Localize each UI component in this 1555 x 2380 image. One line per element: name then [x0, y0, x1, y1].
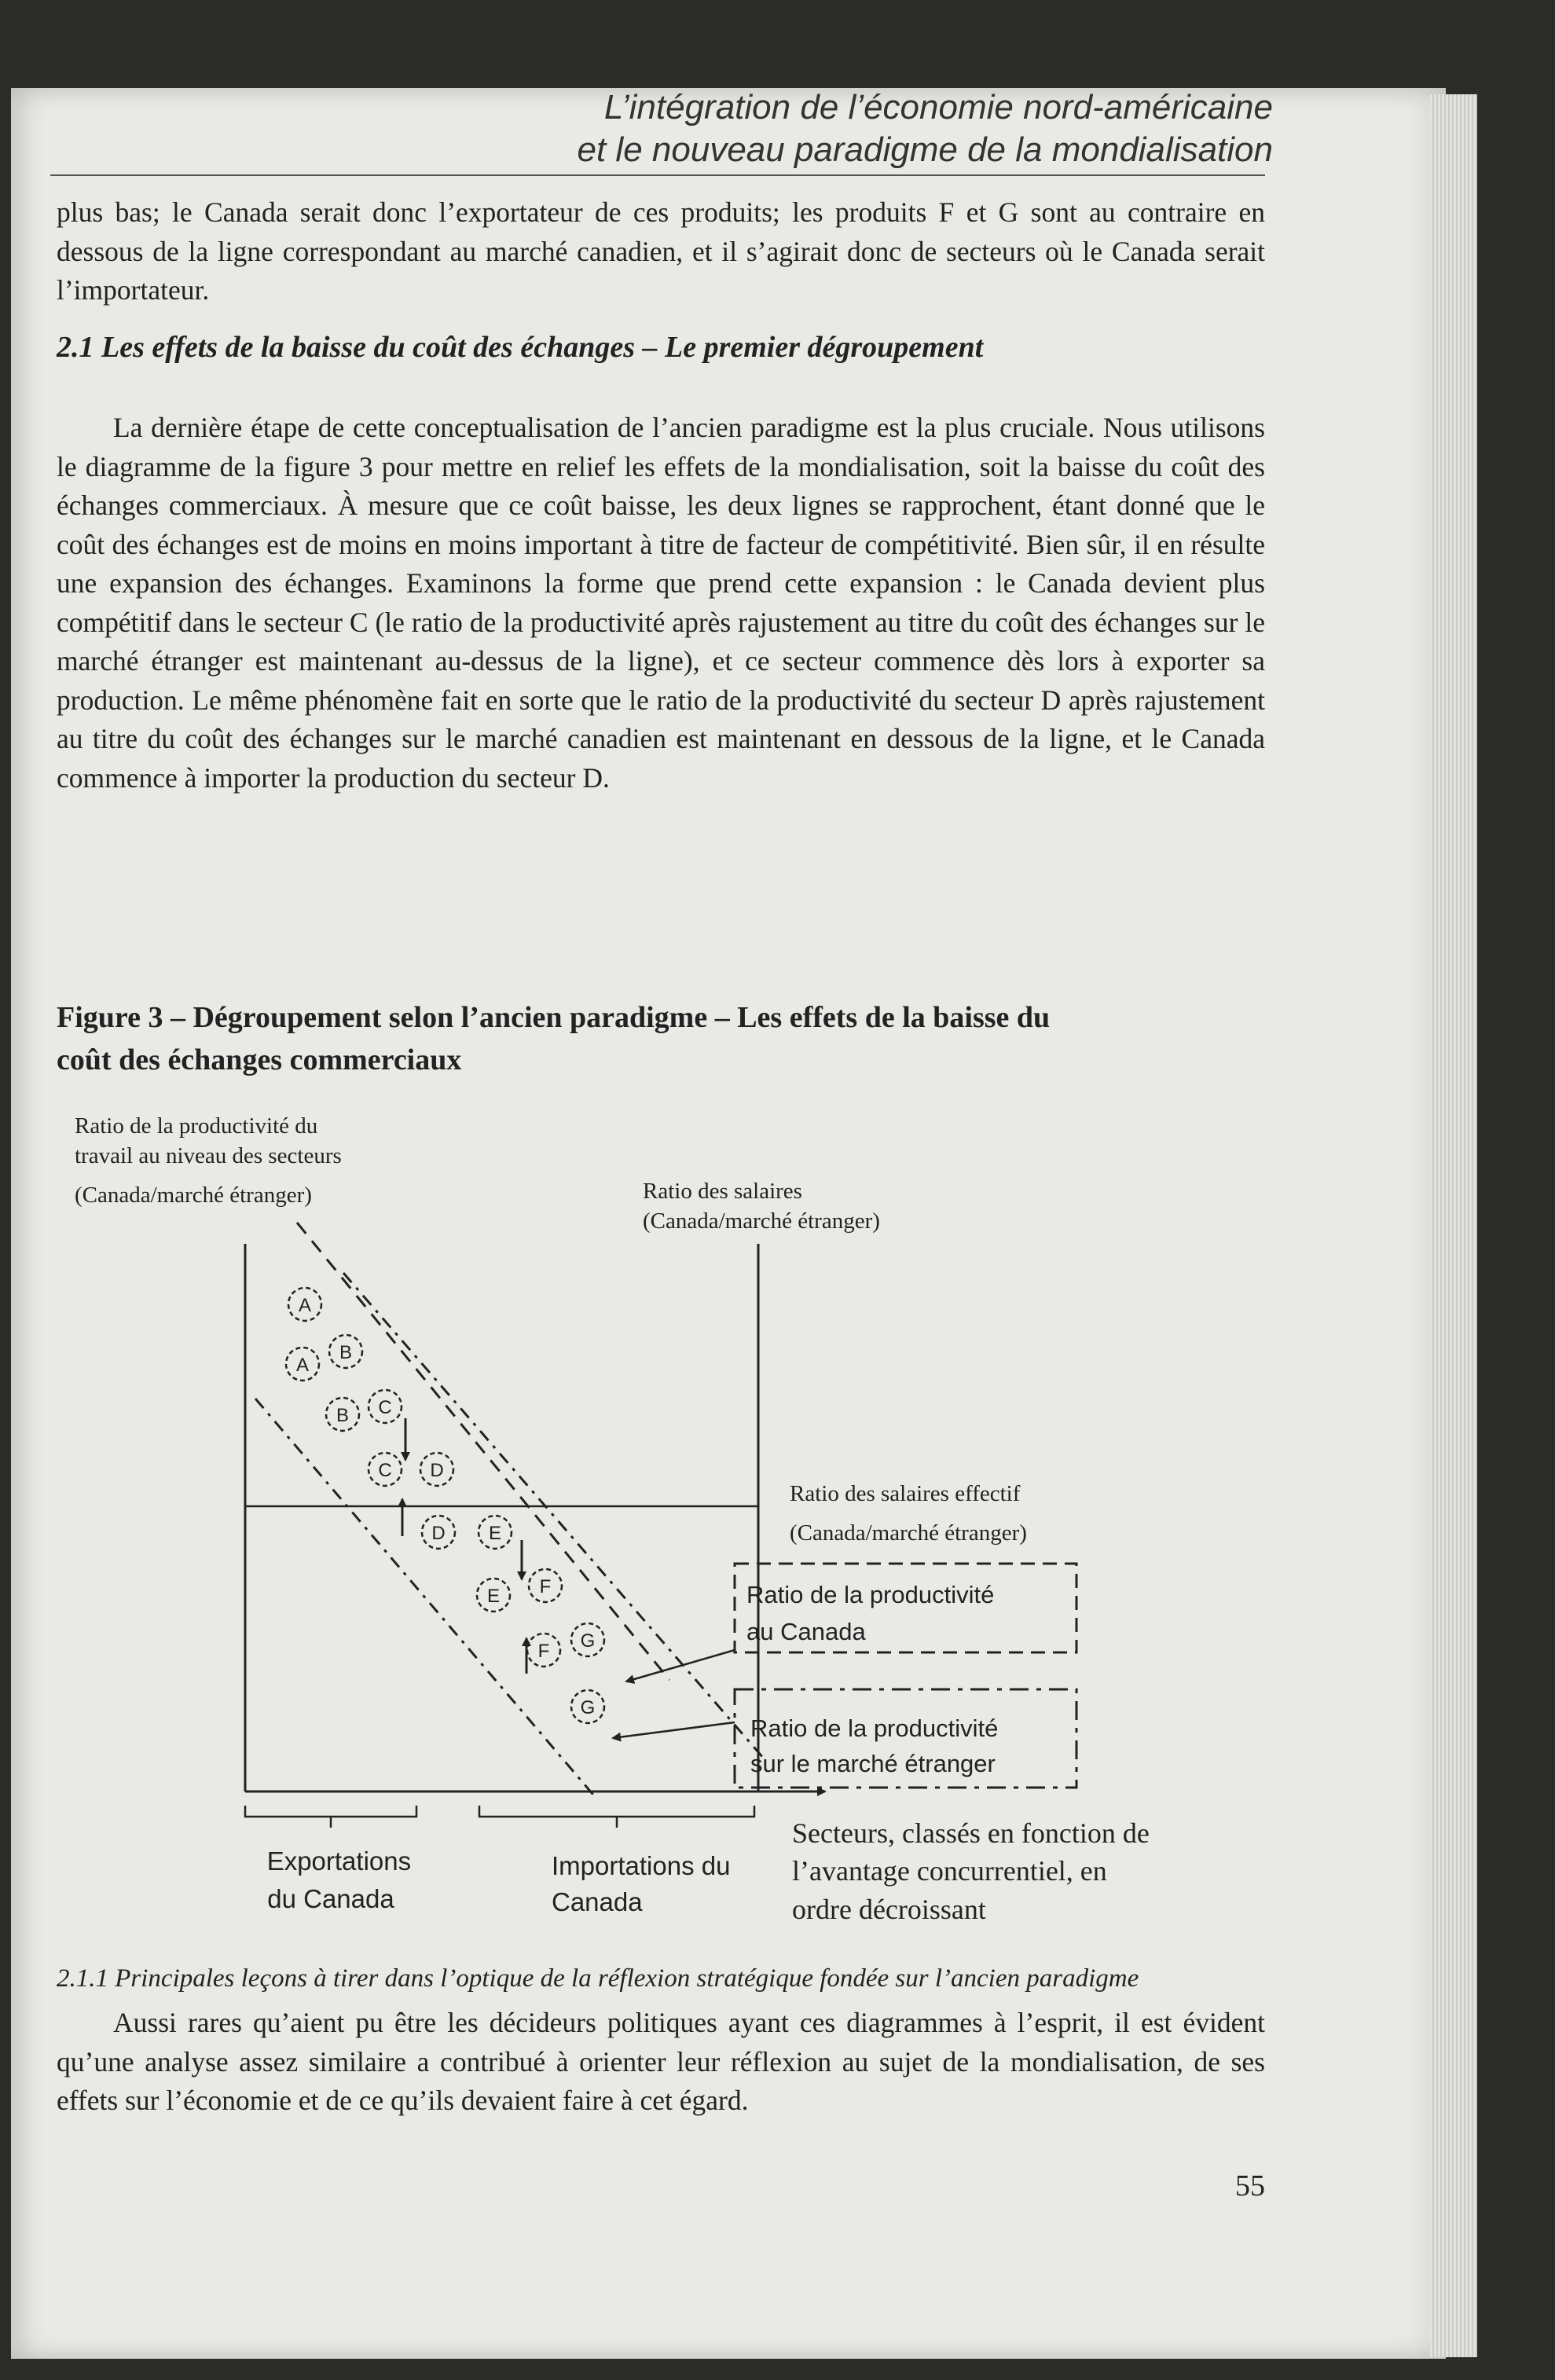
svg-text:D: D — [430, 1460, 444, 1481]
sector-circle-e-1 — [479, 1516, 512, 1549]
svg-text:A: A — [298, 1295, 312, 1316]
y-axis-label: Ratio de la productivité du travail au niveau des secteurs (Canada/marché étranger) — [75, 1113, 342, 1208]
canada-productivity-line — [297, 1223, 669, 1680]
wage-ratio-label: Ratio des salaires (Canada/marché étranger) — [643, 1179, 880, 1234]
svg-text:G: G — [580, 1630, 596, 1652]
sector-circle-a-2 — [286, 1348, 319, 1381]
sector-circle-d-2 — [422, 1516, 455, 1549]
sector-circle-f-2 — [527, 1634, 560, 1667]
svg-text:E: E — [488, 1523, 502, 1544]
paragraph-main: La dernière étape de cette conceptualisation de l’ancien paradigme est la plus cruciale. Nous utilisons le diagramme de la figure 3 pour mettre en relief les effets de la mondialisation, soit la baisse du coût des échanges commerciaux. À mesure que ce coût baisse, les deux lignes se rapprochent, étant donné que le coût des échanges est de moins en moins important à titre de facteur de compétitivité. Bien sûr, il en résulte une expansion des échanges. Examinons la forme que prend cette expansion : le Canada devient plus compétitif dans le secteur C (le ratio de la productivité après rajustement au titre du coût des échanges sur le marché étranger est maintenant au-dessus de la ligne), et ce secteur commence dès lors à exporter sa production. Le même phénomène fait en sorte que le ratio de la productivité du secteur D après rajustement au titre du coût des échanges sur le marché canadien est maintenant en dessous de la ligne, et le Canada commence à importer la production du secteur D. — [57, 412, 1265, 794]
paragraph-lessons: Aussi rares qu’aient pu être les décideurs politiques ayant ces diagrammes à l’esprit, il est évident qu’une analyse assez similaire a contribué à orienter leur réflexion au sujet de la mondialisation, de ses effets sur l’économie et de ce qu’ils devaient faire à cet égard. — [57, 2007, 1265, 2116]
sector-circle-b-2 — [326, 1398, 359, 1431]
imports-label: Importations du Canada — [552, 1851, 731, 1916]
svg-text:G: G — [580, 1697, 596, 1718]
svg-text:B: B — [339, 1342, 353, 1363]
paragraph-intro: plus bas; le Canada serait donc l’exportateur de ces produits; les produits F et G sont au contraire en dessous de la ligne correspondant au marché canadien, et il s’agirait donc de secteurs où le Canada serait l’importateur. — [57, 196, 1265, 306]
sector-circle-g-1 — [571, 1623, 604, 1656]
sector-circle-a-1 — [288, 1288, 321, 1321]
running-header-line-2: et le nouveau paradigme de la mondialisation — [577, 130, 1273, 169]
figure-title-line-2: coût des échanges commerciaux — [57, 1043, 462, 1076]
section-heading-2-1-1: 2.1.1 Principales leçons à tirer dans l’optique de la réflexion stratégique fondée sur l’ancien paradigme — [57, 1964, 1139, 1993]
foreign-productivity-line — [343, 1273, 764, 1758]
canada-productivity-label: Ratio de la productivité au Canada — [746, 1581, 995, 1645]
svg-text:A: A — [295, 1355, 310, 1376]
svg-text:E: E — [486, 1586, 501, 1607]
exports-label: Exportations du Canada — [266, 1846, 412, 1913]
sector-circle-g-2 — [571, 1690, 604, 1723]
sector-circle-f-1 — [529, 1569, 562, 1602]
svg-text:D: D — [431, 1523, 446, 1544]
canada-callout-arrow — [626, 1650, 735, 1681]
exports-bracket — [245, 1806, 416, 1817]
sector-circle-b-1 — [329, 1335, 362, 1368]
svg-text:B: B — [336, 1405, 350, 1426]
x-axis-label: Secteurs, classés en fonction de l’avantage concurrentiel, en ordre décroissant — [792, 1817, 1150, 1925]
sector-circle-c-2 — [369, 1453, 402, 1486]
svg-text:C: C — [378, 1397, 392, 1418]
svg-text:C: C — [378, 1460, 392, 1481]
adjusted-canada-productivity-line — [255, 1399, 597, 1799]
svg-text:F: F — [539, 1576, 552, 1597]
imports-bracket — [479, 1806, 754, 1817]
sector-circle-e-2 — [477, 1579, 510, 1612]
running-header-line-1: L’intégration de l’économie nord-américaine — [603, 88, 1273, 127]
foreign-productivity-label: Ratio de la productivité sur le marché étranger — [750, 1714, 999, 1777]
sector-circle-c-1 — [369, 1390, 402, 1423]
foreign-callout-arrow — [613, 1722, 735, 1738]
page-number: 55 — [1235, 2169, 1265, 2202]
figure-title-line-1: Figure 3 – Dégroupement selon l’ancien paradigme – Les effets de la baisse du — [57, 1001, 1051, 1034]
section-heading-2-1: 2.1 Les effets de la baisse du coût des échanges – Le premier dégroupement — [57, 331, 984, 364]
sector-circle-d-1 — [420, 1453, 453, 1486]
svg-text:F: F — [537, 1641, 550, 1662]
effective-wage-label: Ratio des salaires effectif (Canada/marché étranger) — [790, 1481, 1027, 1546]
